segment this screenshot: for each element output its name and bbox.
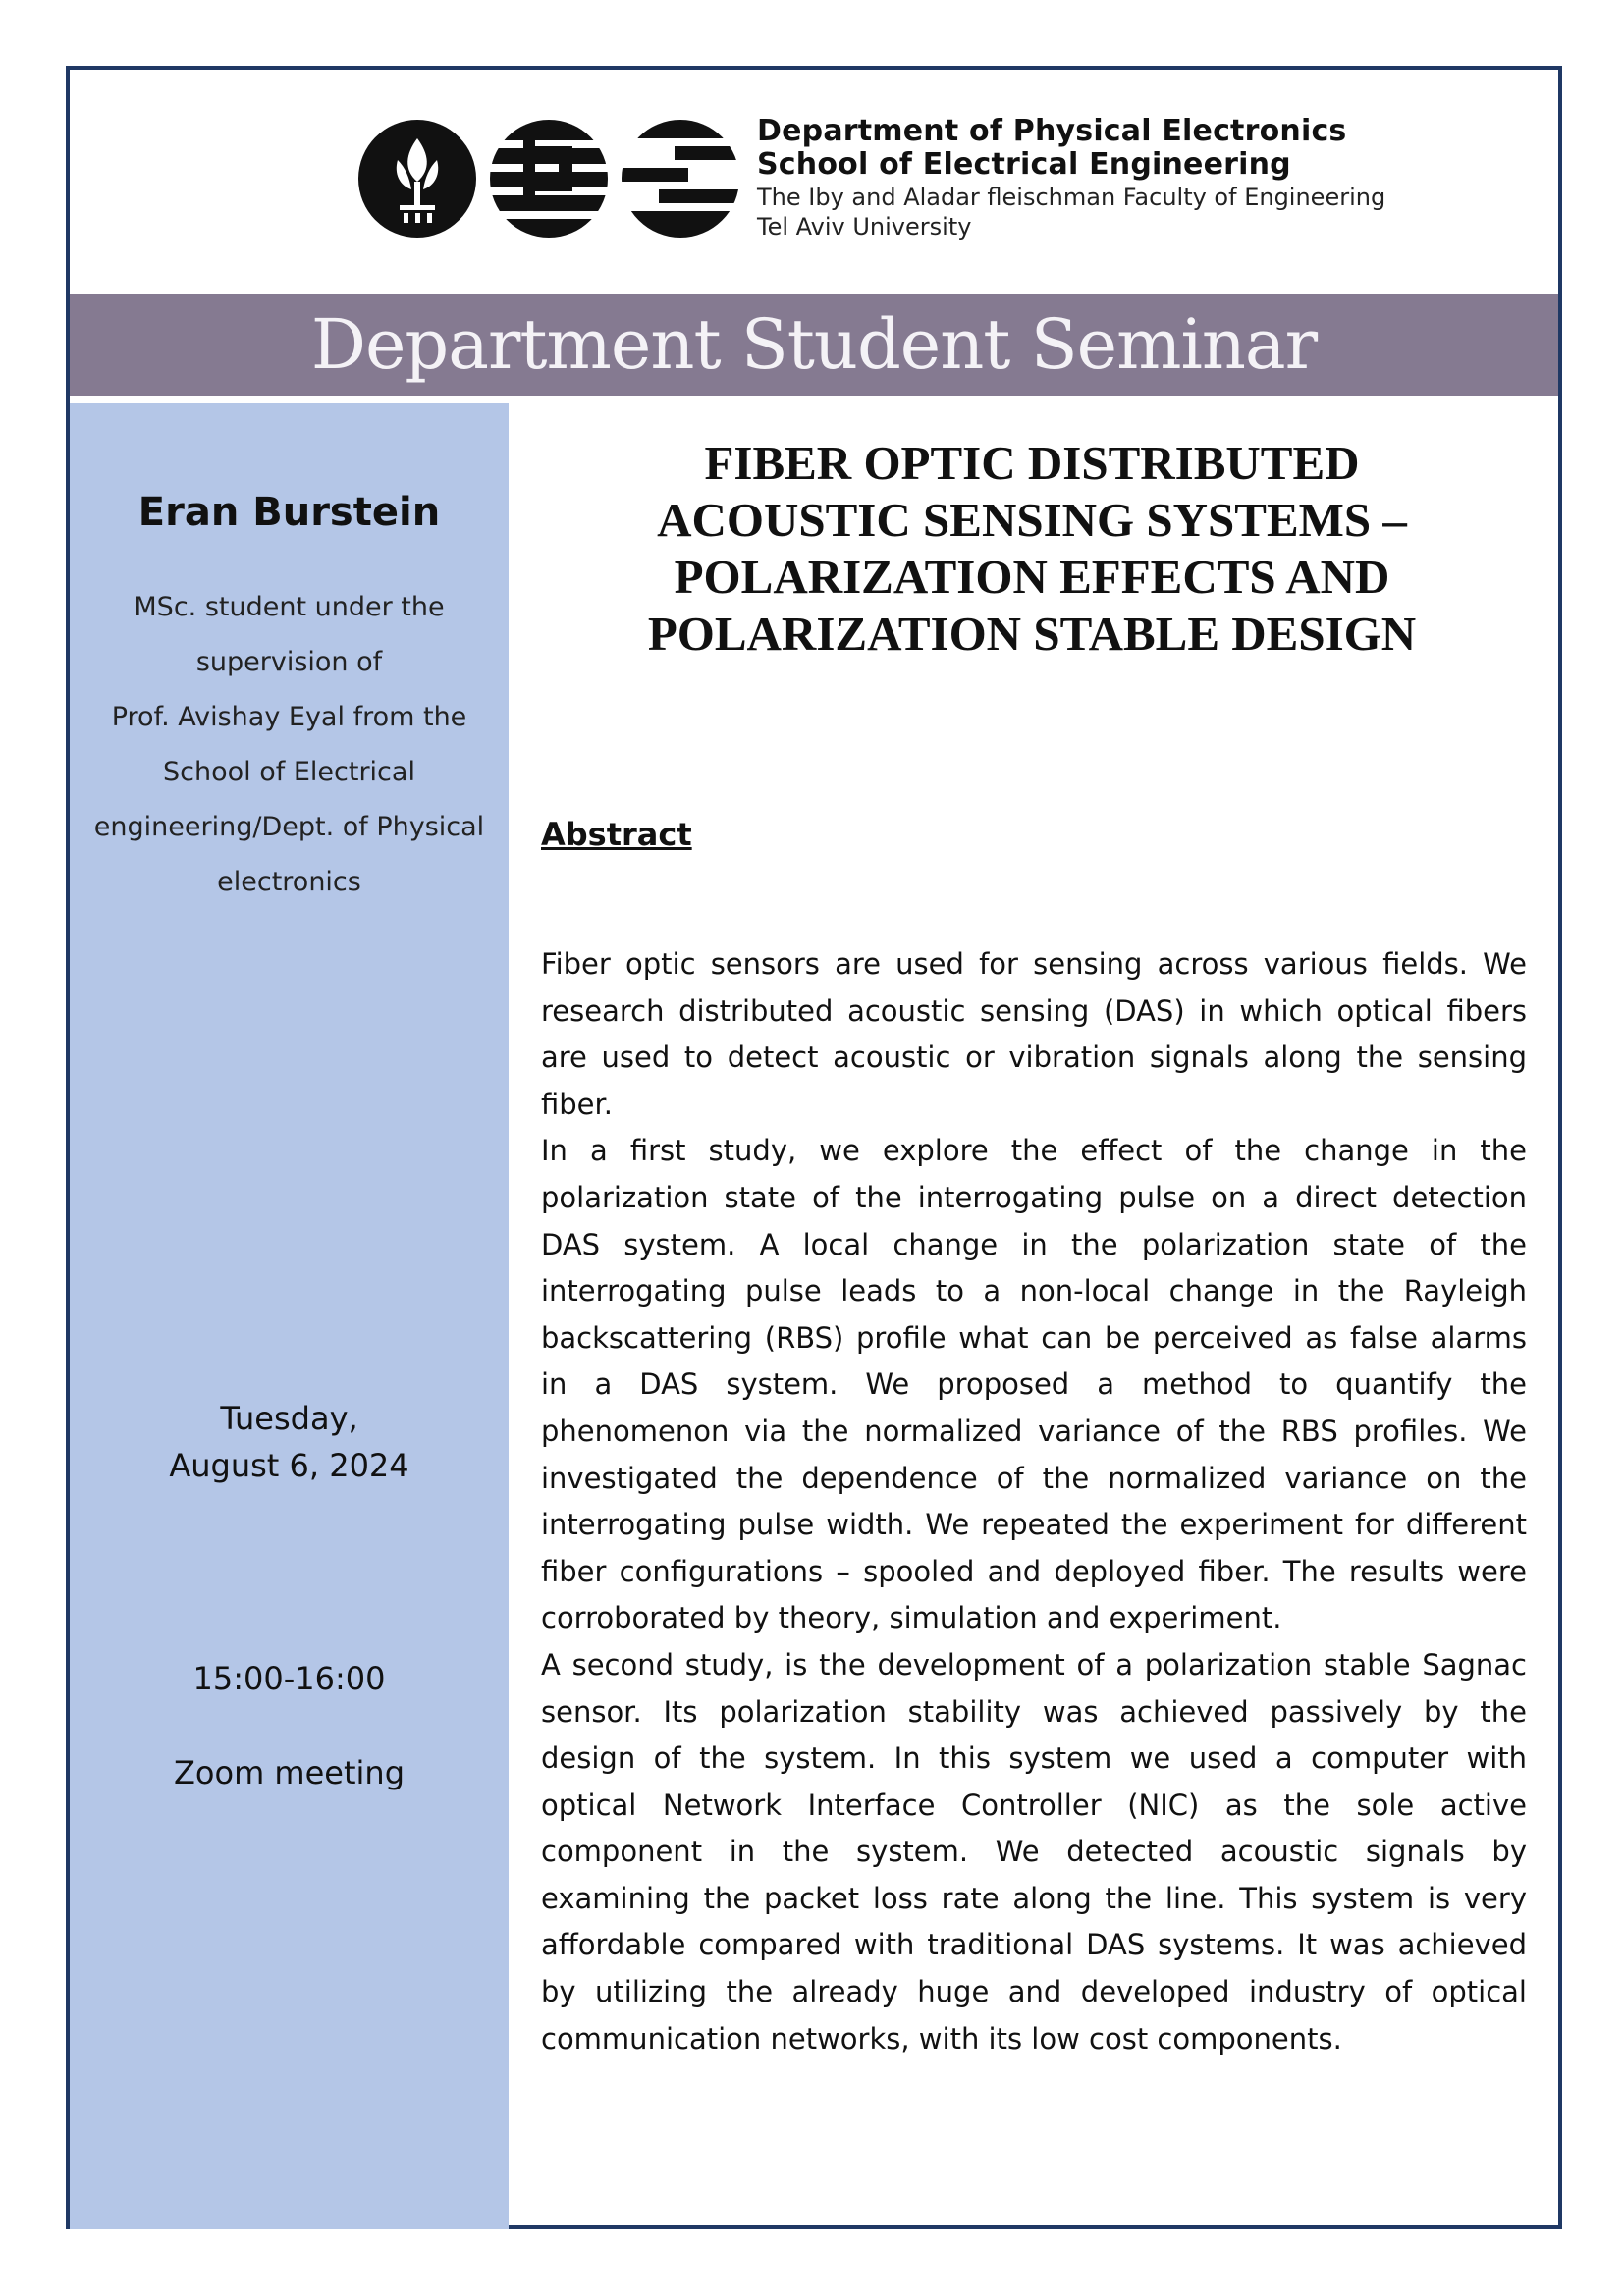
bio-line: Prof. Avishay Eyal from the: [111, 702, 467, 732]
department-name: Department of Physical Electronics: [757, 114, 1347, 148]
event-day: Tuesday,: [220, 1400, 358, 1437]
bio-line: engineering/Dept. of Physical: [93, 812, 485, 842]
engineering-logo-icon: [490, 117, 608, 240]
title-line: FIBER OPTIC DISTRIBUTED: [704, 436, 1360, 490]
banner-title: Department Student Seminar: [310, 304, 1318, 385]
abstract-heading: Abstract: [541, 816, 692, 853]
tau-emblem-icon: [356, 117, 478, 240]
abstract-paragraph: Fiber optic sensors are used for sensing across various fields. We research distributed acoustic sensing (DAS) in which optical fibers are used to detect acoustic or vibration signals along the sensing fiber.: [541, 947, 1527, 1121]
bio-line: electronics: [217, 867, 361, 897]
bio-line: School of Electrical: [163, 757, 415, 787]
event-venue: Zoom meeting: [174, 1754, 405, 1791]
department-text-block: [757, 114, 1386, 240]
event-date: [70, 1395, 509, 1489]
seminar-banner: [70, 294, 1558, 396]
talk-title: [580, 435, 1484, 663]
speaker-bio: [87, 580, 491, 910]
university-name: Tel Aviv University: [757, 213, 972, 240]
abstract-paragraph: A second study, is the development of a polarization stable Sagnac sensor. Its polarization stability was achieved passively by the design of the system. In this system we used a computer with optical Network Interface Controller (NIC) as the sole active component in the system. We detected acoustic signals by examining the packet loss rate along the line. This system is very affordable compared with traditional DAS systems. It was achieved by utilizing the already huge and developed industry of optical communication networks, with its low cost components.: [541, 1647, 1527, 2056]
title-line: POLARIZATION EFFECTS AND: [674, 550, 1390, 604]
bio-line: supervision of: [195, 647, 383, 677]
event-time: 15:00-16:00: [192, 1660, 386, 1697]
header: [70, 70, 1558, 294]
speaker-name: Eran Burstein: [137, 490, 441, 535]
speaker-sidebar: [70, 403, 509, 2229]
school-name: School of Electrical Engineering: [757, 147, 1291, 182]
title-line: POLARIZATION STABLE DESIGN: [647, 607, 1417, 661]
electronics-logo-icon: [620, 117, 741, 240]
abstract-paragraph: In a first study, we explore the effect of the change in the polarization state of the interrogating pulse on a direct detection DAS system. A local change in the polarization state of the interrogating pulse leads to a non-local change in the Rayleigh backscattering (RBS) profile what can be perceived as false alarms in a DAS system. We proposed a method to quantify the phenomenon via the normalized variance of the RBS profiles. We investigated the dependence of the normalized variance on the interrogating pulse width. We repeated the experiment for different fiber configurations – spooled and deployed fiber. The results were corroborated by theory, simulation and experiment.: [541, 1134, 1527, 1635]
title-line: ACOUSTIC SENSING SYSTEMS –: [657, 493, 1407, 547]
abstract-body: [541, 941, 1527, 2062]
faculty-name: The Iby and Aladar fleischman Faculty of Engineering: [757, 184, 1386, 211]
event-date-value: August 6, 2024: [169, 1447, 409, 1484]
bio-line: MSc. student under the: [134, 592, 445, 622]
poster-frame: [66, 66, 1562, 2229]
